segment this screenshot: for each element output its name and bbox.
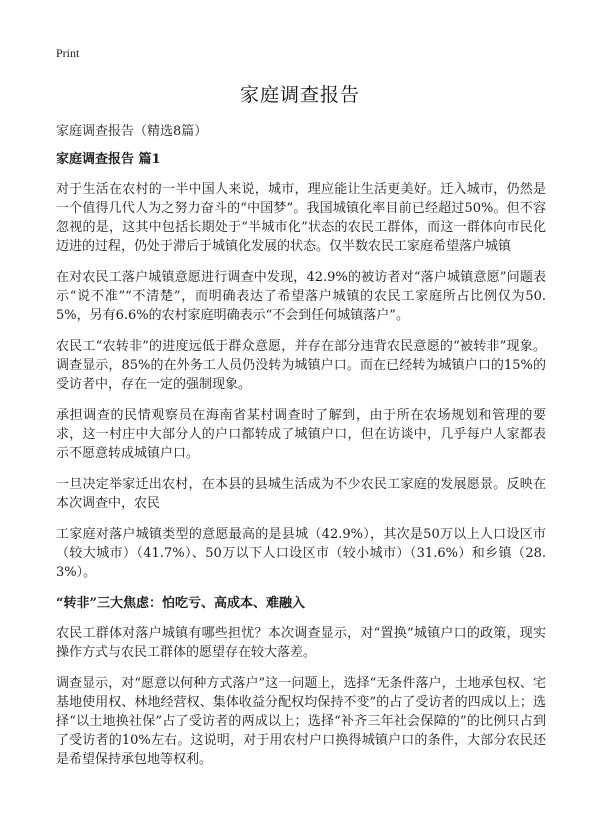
paragraph: 一旦决定举家迁出农村，在本县的县城生活成为不少农民工家庭的发展愿景。反映在本次调查中，农民 [56,477,546,511]
document-subtitle: 家庭调查报告（精选8篇） [56,124,208,139]
paragraph: 承担调查的民情观察员在海南省某村调查时了解到，由于所在农场规划和管理的要求，这一村庄中大部分人的户口都转成了城镇户口，但在访谈中，几乎每户人家都表示不愿意转成城镇户口。 [56,408,546,461]
document-body [56,150,546,781]
paragraph: 农民工群体对落户城镇有哪些担忧？本次调查显示，对“置换”城镇户口的政策，现实操作方式与农民工群体的愿望存在较大落差。 [56,626,546,660]
paragraph: 调查显示，对“愿意以何种方式落户”这一问题上，选择“无条件落户，土地承包权、宅基地使用权、林地经营权、集体收益分配权均保持不变”的占了受访者的四成以上；选择“以土地换社保”占了受访者的两成以上；选择“补齐三年社会保障的”的比例只占到了受访者的10%左右。这说明，对于用农村户口换得城镇户口的条件，大部分农民还是希望保持承包地等权利。 [56,676,546,767]
print-link[interactable]: Print [56,46,80,60]
paragraph: 工家庭对落户城镇类型的意愿最高的是县城（42.9%），其次是50万以上人口设区市（较大城市）（41.7%）、50万以下人口设区市（较小城市）（31.6%）和乡镇（28.3%）。 [56,527,546,580]
paragraph: 对于生活在农村的一半中国人来说，城市，理应能让生活更美好。迁入城市，仍然是一个值得几代人为之努力奋斗的“中国梦”。我国城镇化率目前已经超过50%。但不容忽视的是，这其中包括长期处于“半城市化”状态的农民工群体，而这一群体向市民化迈进的过程，仍处于滞后于城镇化发展的状态。仅半数农民工家庭希望落户城镇 [56,182,546,254]
section-heading: 家庭调查报告 篇1 [56,152,161,167]
paragraph: 农民工“农转非”的进度远低于群众意愿，并存在部分违背农民意愿的“被转非”现象。调查显示，85%的在外务工人员仍没转为城镇户口。而在已经转为城镇户口的15%的受访者中，存在一定的强制现象。 [56,339,546,392]
document-title: 家庭调查报告 [239,84,360,106]
paragraph: 在对农民工落户城镇意愿进行调查中发现，42.9%的被访者对“落户城镇意愿”问题表示“说不准”“不清楚”，而明确表达了希望落户城镇的农民工家庭所占比例仅为50.5%，另有6.6%的农村家庭明确表示“不会到任何城镇落户”。 [56,270,546,323]
section-heading: “转非”三大焦虑：怕吃亏、高成本、难融入 [56,596,305,611]
